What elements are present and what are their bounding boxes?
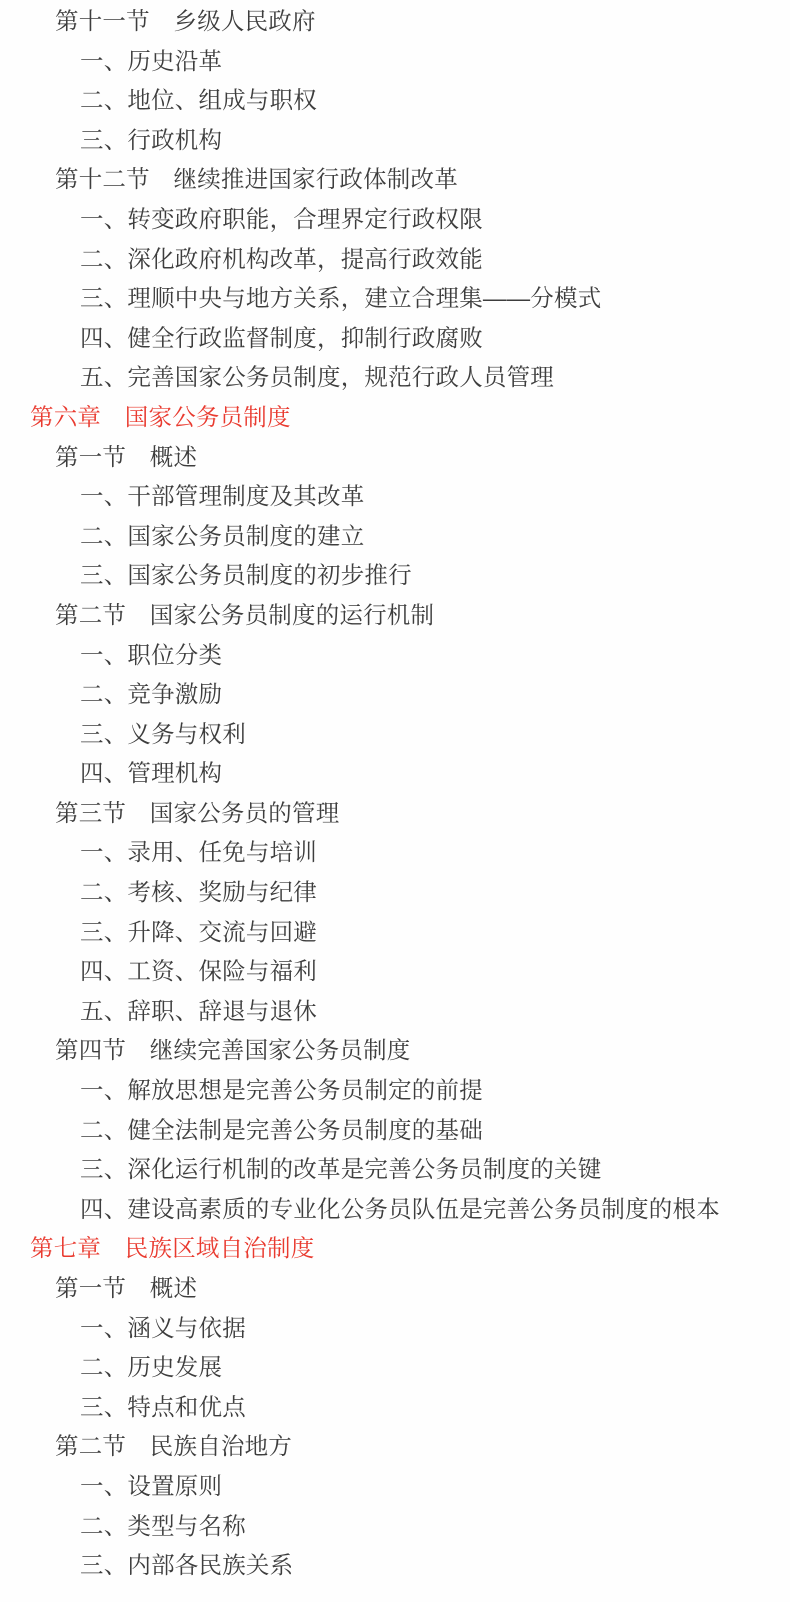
toc-line-chapter: 第七章 民族区域自治制度 — [30, 1235, 315, 1262]
toc-line-item: 三、升降、交流与回避 — [80, 918, 317, 945]
toc-line-chapter: 第六章 国家公务员制度 — [30, 403, 291, 430]
toc-line-item: 二、健全法制是完善公务员制度的基础 — [80, 1116, 483, 1143]
toc-line-item: 一、涵义与依据 — [80, 1314, 246, 1341]
toc-line-item: 一、转变政府职能，合理界定行政权限 — [80, 205, 483, 232]
toc-line-item: 五、完善国家公务员制度，规范行政人员管理 — [80, 364, 554, 391]
toc-line-item: 三、理顺中央与地方关系，建立合理集——分模式 — [80, 285, 602, 312]
toc-line-item: 三、特点和优点 — [80, 1393, 246, 1420]
toc-line-section: 第十一节 乡级人民政府 — [55, 8, 316, 34]
toc-line-item: 三、义务与权利 — [80, 720, 246, 747]
toc-line-item: 二、国家公务员制度的建立 — [80, 522, 365, 549]
toc-line-section: 第一节 概述 — [55, 443, 198, 470]
toc-line-section: 第一节 概述 — [55, 1275, 198, 1301]
toc-line-item: 二、历史发展 — [80, 1354, 223, 1381]
toc-line-item: 四、建设高素质的专业化公务员队伍是完善公务员制度的根本 — [80, 1195, 720, 1222]
toc-line-item: 三、行政机构 — [80, 126, 223, 153]
toc-line-item: 三、深化运行机制的改革是完善公务员制度的关键 — [80, 1156, 602, 1183]
toc-line-section: 第三节 国家公务员的管理 — [55, 799, 340, 826]
toc-line-section: 第四节 继续完善国家公务员制度 — [55, 1037, 411, 1064]
toc-line-item: 二、竞争激励 — [80, 681, 223, 708]
toc-line-item: 二、地位、组成与职权 — [80, 87, 317, 114]
toc-line-item: 一、干部管理制度及其改革 — [80, 483, 365, 510]
toc-line-item: 四、工资、保险与福利 — [80, 958, 317, 985]
toc-line-item: 一、录用、任免与培训 — [80, 839, 317, 866]
toc-line-section: 第二节 民族自治地方 — [55, 1433, 292, 1460]
toc-line-item: 二、考核、奖励与纪律 — [80, 879, 317, 906]
toc-line-section: 第十二节 继续推进国家行政体制改革 — [55, 166, 458, 193]
toc-line-item: 一、设置原则 — [80, 1472, 223, 1499]
toc-line-item: 一、历史沿革 — [80, 47, 223, 74]
toc-line-item: 一、职位分类 — [80, 641, 223, 668]
toc-line-item: 三、内部各民族关系 — [80, 1552, 294, 1579]
toc-line-item: 四、管理机构 — [80, 760, 223, 787]
toc-line-section: 第二节 国家公务员制度的运行机制 — [55, 601, 435, 628]
toc-line-item: 二、深化政府机构改革，提高行政效能 — [80, 245, 483, 272]
toc-line-item: 一、解放思想是完善公务员制定的前提 — [80, 1077, 483, 1104]
toc-line-item: 四、健全行政监督制度，抑制行政腐败 — [80, 324, 483, 351]
toc-line-item: 二、类型与名称 — [80, 1512, 246, 1539]
toc-line-item: 五、辞职、辞退与退休 — [80, 997, 317, 1024]
toc-line-item: 三、国家公务员制度的初步推行 — [80, 562, 412, 589]
